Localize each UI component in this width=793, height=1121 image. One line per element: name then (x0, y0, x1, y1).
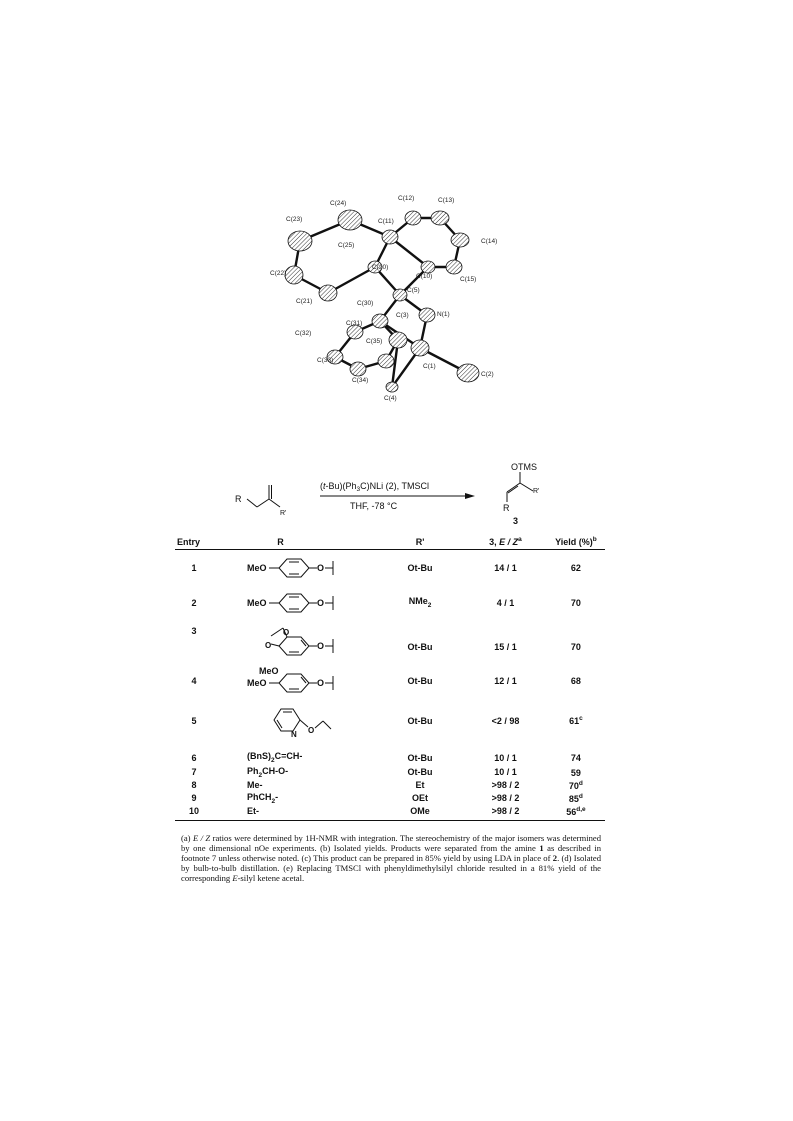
cell-entry: 10 (175, 805, 213, 821)
atom-label-c31: C(31) (346, 320, 363, 327)
cell-ez: >98 / 2 (464, 805, 547, 821)
cell-rprime: NMe$_2$ (408, 596, 432, 609)
cell-entry: 9 (191, 793, 197, 803)
cell-r (213, 586, 376, 620)
cell-ez: 15 / 1 (494, 641, 517, 652)
reagents-label: $(t-Bu)(Ph_3C)NLi$ (2), TMSCl (320, 481, 429, 493)
svg-text:O: O (317, 677, 325, 688)
atom-label-c12: C(12) (398, 195, 415, 202)
benzodioxole-structure (247, 624, 357, 660)
cell-entry: 2 (191, 597, 197, 608)
product-r-label: R (503, 503, 510, 513)
cell-r: Et- (213, 805, 376, 821)
pyridyloxy-structure (247, 703, 357, 739)
atom-label-c30: C(30) (357, 300, 374, 307)
atom-label-c22: C(22) (270, 270, 287, 277)
cell-r: $Ph_2CH-O-$ (247, 765, 289, 779)
table-row (175, 805, 605, 821)
svg-text:MeO: MeO (247, 677, 267, 688)
svg-text:MeO: MeO (247, 562, 267, 573)
cell-rprime: Et (415, 780, 425, 790)
table-row (175, 620, 605, 664)
cell-entry: 3 (191, 625, 197, 636)
cell-ez: 10 / 1 (494, 767, 517, 777)
table-row (175, 664, 605, 698)
table-row (175, 698, 605, 744)
cell-ez: 14 / 1 (494, 562, 517, 573)
header-rprime: R' (376, 533, 464, 550)
cell-r (213, 620, 376, 664)
results-table-container (175, 533, 605, 821)
svg-text:O: O (317, 562, 325, 573)
cell-rprime: Ot-Bu (407, 641, 433, 652)
cell-rprime: Ot-Bu (407, 675, 433, 686)
cell-r: $(BnS)_2C=CH-$ (247, 751, 303, 764)
cell-yield: 68 (570, 676, 581, 686)
reaction-arrowhead (465, 493, 475, 499)
cell-yield: 70 (570, 642, 581, 652)
atom-label-c32: C(32) (295, 330, 312, 337)
reactant-rprime-label: R' (280, 510, 287, 517)
cell-entry: 6 (191, 752, 197, 763)
cell-rprime: Ot-Bu (407, 767, 433, 777)
svg-text:MeO: MeO (247, 597, 267, 608)
cell-ez: 4 / 1 (496, 597, 515, 608)
svg-text:O: O (265, 640, 272, 650)
product-number: 3 (513, 516, 519, 526)
cell-r (213, 550, 376, 586)
cell-ez: >98 / 2 (491, 793, 520, 803)
svg-text:MeO: MeO (259, 665, 279, 676)
atom-label-c23: C(23) (286, 216, 303, 223)
header-ez: 3, E / $Z^a$ (464, 533, 547, 550)
cell-yield: 62 (570, 563, 581, 574)
aryloxy-structure (247, 556, 357, 580)
cell-ez: 12 / 1 (494, 675, 517, 686)
table-header-row (175, 533, 605, 550)
atom-label-n1: N(1) (437, 311, 450, 318)
atom-label-c2: C(2) (481, 371, 494, 378)
cell-yield: 61$^c$ (569, 715, 583, 726)
cell-rprime: Ot-Bu (407, 715, 433, 726)
reactant-r-label: R (235, 494, 242, 504)
svg-text:O: O (283, 627, 290, 637)
svg-text:O: O (317, 597, 325, 608)
crystal-structure-figure (270, 185, 520, 410)
atom-label-c21: C(21) (296, 298, 313, 305)
svg-text:O: O (308, 725, 315, 735)
cell-entry: 5 (191, 715, 197, 726)
header-yield: Yield (%)$^b$ (547, 533, 605, 550)
svg-text:O: O (317, 640, 325, 651)
cell-yield: 56$^{d,e}$ (547, 805, 605, 821)
table-row (175, 550, 605, 586)
table-row (175, 744, 605, 766)
atom-label-c4: C(4) (384, 395, 397, 402)
atom-label-c24: C(24) (330, 200, 347, 207)
atom-label-c10: C(10) (416, 273, 433, 280)
aryloxy-structure (247, 591, 357, 615)
cell-entry: 7 (191, 767, 197, 777)
product-rprime-label: R' (533, 488, 540, 495)
product-otms-label: OTMS (511, 462, 537, 472)
cell-ez: >98 / 2 (491, 780, 520, 790)
atom-label-c1: C(1) (423, 363, 436, 370)
table-row (175, 586, 605, 620)
cell-entry: 4 (191, 675, 197, 686)
table-row (175, 766, 605, 779)
atom-label-c33: C(33) (317, 357, 334, 364)
table-footnote: (a) E / Z ratios were determined by 1H-NMR with integration. The stereochemistry of the major isomers was determined by one dimensional nOe experiments. (b) Isolated yields. Products were separated from the amine 1 as described in footnote 7 unless otherwise noted. (c) This product can be prepared in 85% yield by using LDA in place of 2. (d) Isolated by bulb-to-bulb distillation. (e) Replacing TMSCl with phenyldimethylsilyl chloride resulted in a 81% yield of the corresponding E-silyl ketene acetal. (181, 833, 602, 883)
atom-label-c13: C(13) (438, 197, 455, 204)
atom-label-c25: C(25) (338, 242, 355, 249)
cell-yield: 70$^d$ (568, 779, 583, 791)
cell-rprime: OMe (376, 805, 464, 821)
header-entry: Entry (175, 533, 213, 550)
atom-label-c15: C(15) (460, 276, 477, 283)
dimethoxyaryloxy-structure (247, 666, 357, 696)
atom-label-c5: C(5) (407, 287, 420, 294)
product-structure (507, 472, 533, 502)
cell-ez: <2 / 98 (491, 715, 520, 726)
cell-r: Me- (247, 780, 263, 790)
reactant-structure (247, 485, 280, 507)
cell-entry: 1 (191, 562, 197, 573)
atom-label-c14: C(14) (481, 238, 498, 245)
cell-r (213, 664, 376, 698)
atom-label-c11: C(11) (378, 218, 394, 225)
results-table (175, 533, 605, 821)
cell-r: PhCH$_2$- (247, 791, 279, 805)
cell-rprime: Ot-Bu (407, 562, 433, 573)
atom-label-c3: C(3) (396, 312, 409, 319)
atom-label-c20: C(20) (372, 264, 389, 271)
reaction-scheme (225, 452, 585, 532)
cell-entry: 8 (191, 780, 197, 790)
cell-yield: 74 (570, 753, 581, 763)
header-r: R (213, 533, 376, 550)
atom-label-c34: C(34) (352, 377, 369, 384)
atom-label-c35: C(35) (366, 338, 383, 345)
table-row (175, 779, 605, 792)
table-row (175, 792, 605, 805)
cell-yield: 85$^d$ (568, 792, 583, 804)
conditions-label: THF, -78 °C (350, 501, 398, 511)
cell-rprime: OEt (412, 793, 429, 803)
cell-r (213, 698, 376, 744)
cell-ez: 10 / 1 (494, 752, 517, 763)
cell-yield: 70 (570, 598, 581, 608)
svg-text:N: N (291, 729, 297, 739)
cell-rprime: Ot-Bu (407, 752, 433, 763)
cell-yield: 59 (570, 767, 581, 778)
